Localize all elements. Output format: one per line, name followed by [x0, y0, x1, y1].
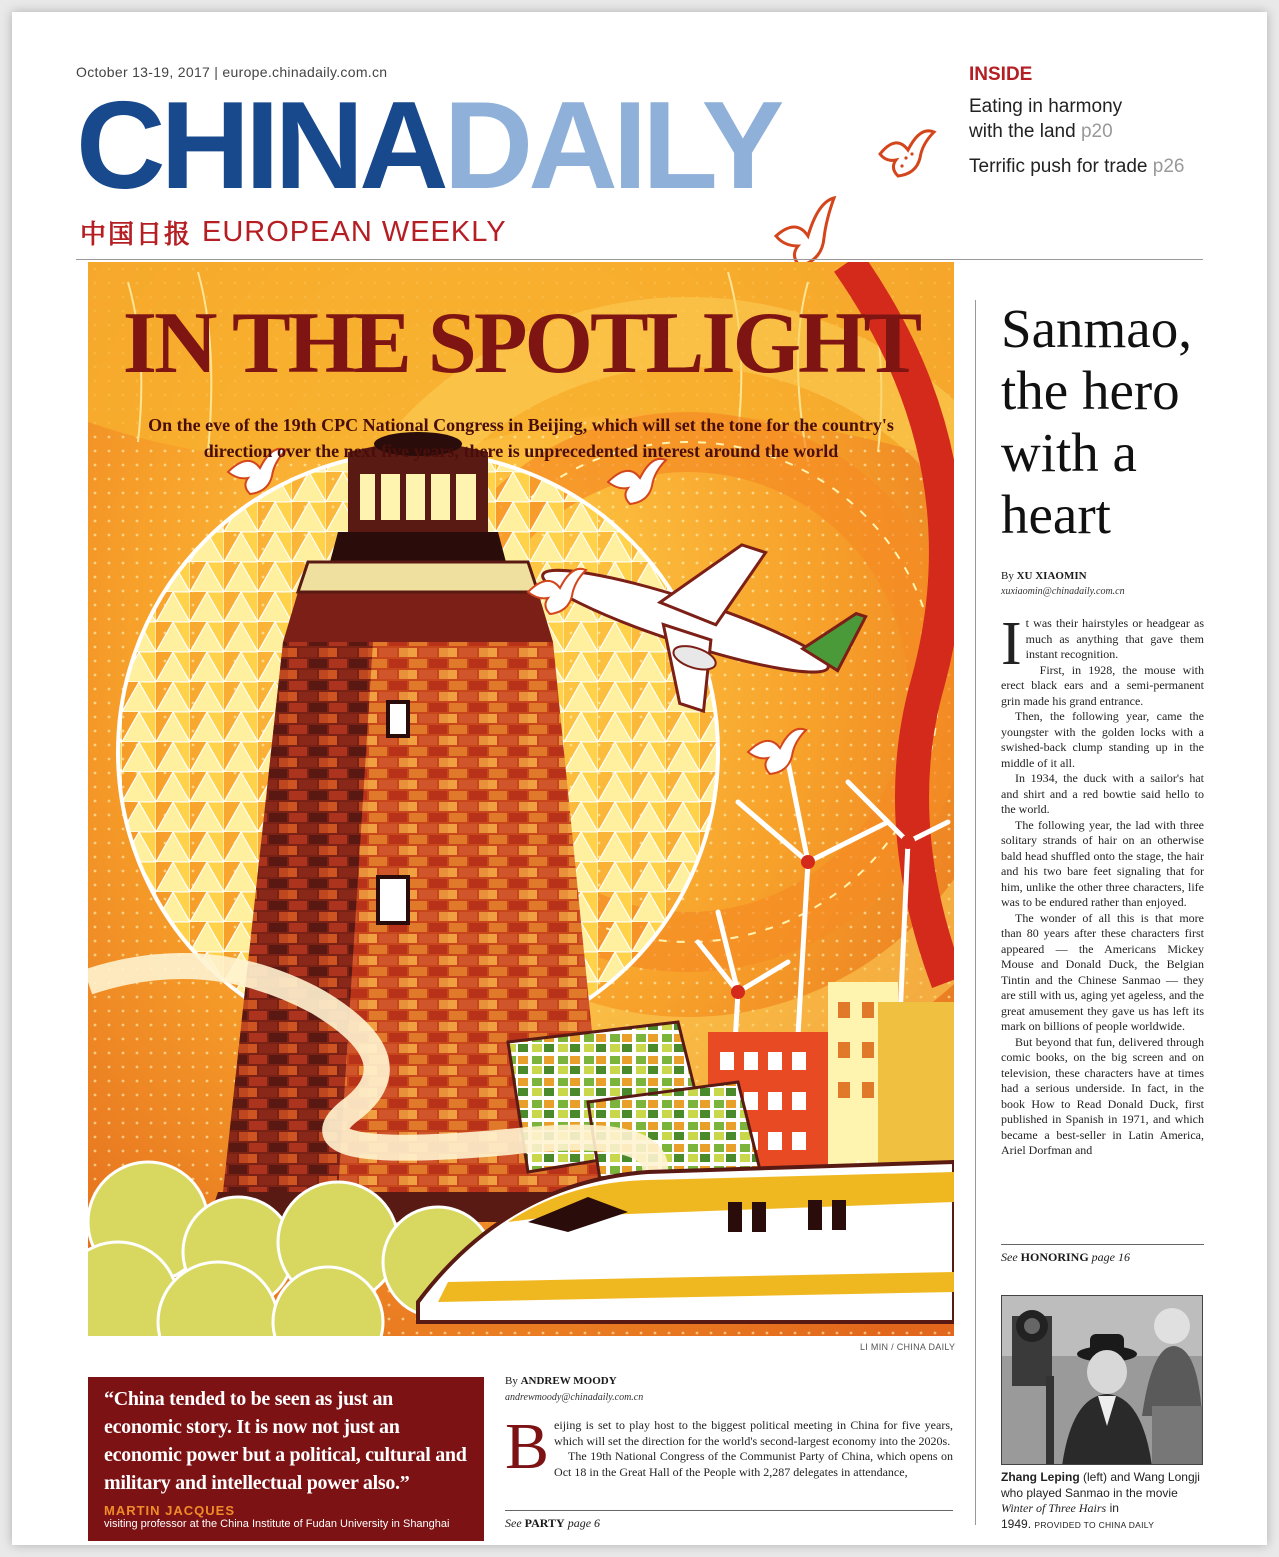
photo-image: [1002, 1296, 1203, 1465]
masthead-daily: DAILY: [443, 77, 780, 215]
dove-icon: [876, 124, 938, 184]
cover-illustration: [88, 262, 954, 1336]
inside-item-trade[interactable]: [969, 154, 1209, 179]
sidebar-byline: [1001, 570, 1087, 582]
article-paragraph: First, in 1928, the mouse with erect black ears and a semi-permanent grin made his grand entrance.: [1001, 662, 1204, 708]
paragraph-text: t was their hairstyles or headgear as much as anything that gave them instant recognition.: [1025, 616, 1204, 661]
caption-name: Zhang Leping: [1001, 1470, 1080, 1484]
main-email[interactable]: andrewmoody@chinadaily.com.cn: [505, 1392, 644, 1403]
caption-year: 1949.: [1001, 1516, 1032, 1531]
quote-author: MARTIN JACQUES: [104, 1503, 236, 1518]
sidebar-headline[interactable]: Sanmao, the hero with a heart: [1001, 298, 1192, 545]
caption-text: (left) and Wang Longji who played Sanmao in the movie: [1001, 1470, 1200, 1500]
jump-page: page 16: [1091, 1250, 1130, 1264]
article-paragraph: Then, the following year, came the youngster with the golden locks with a swished-back clump standing up in the middle of it all.: [1001, 709, 1204, 770]
inside-item-page: p26: [1152, 156, 1185, 177]
cover-title: IN THE SPOTLIGHT: [122, 295, 920, 392]
quote-text: “China tended to be seen as just an economic story. It is now not just an economic power but a political, cultural and military and intellectual power also.”: [104, 1388, 467, 1494]
inside-heading: INSIDE: [969, 64, 1033, 85]
byline-name: ANDREW MOODY: [520, 1375, 617, 1387]
drop-cap: B: [505, 1410, 550, 1483]
header-rule: [76, 259, 1203, 260]
photo-credit: PROVIDED TO CHINA DAILY: [1034, 1519, 1155, 1530]
article-paragraph: The 19th National Congress of the Communist Party of China, which opens on Oct 18 in the Great Hall of the People with 2,287 delegates in attendance,: [554, 1449, 953, 1479]
inside-item-page: p20: [1080, 121, 1113, 142]
edition-line: [80, 214, 507, 251]
sidebar-jump[interactable]: [1001, 1250, 1130, 1265]
jump-prefix: See: [1001, 1250, 1018, 1264]
main-jump[interactable]: [505, 1516, 600, 1531]
dove-icon: [772, 196, 842, 272]
edition-name: EUROPEAN WEEKLY: [202, 216, 507, 248]
pull-quote: [88, 1377, 484, 1541]
byline-prefix: By: [505, 1375, 518, 1387]
paragraph-text: eijing is set to play host to the biggest political meeting in China for five years, which will set the direction for the world's second-largest economy into the 2020s.: [554, 1418, 953, 1448]
article-paragraph: But beyond that fun, delivered through comic books, on the big screen and on television, these characters have at times had a serious underside. In fact, in the book How to Read Donald Duck, first published in Spanish in 1971, and which became a best-seller in Latin America, Ariel Dorfman and: [1001, 1034, 1204, 1157]
jump-page: page 6: [567, 1516, 601, 1530]
column-rule: [975, 300, 976, 1525]
article-paragraph: [1001, 616, 1204, 678]
jump-label: HONORING: [1020, 1250, 1089, 1264]
main-rule: [505, 1510, 953, 1511]
inside-item-text: Eating in harmony: [969, 96, 1123, 117]
caption-in: in: [1106, 1501, 1119, 1515]
sidebar-article-body: [1001, 616, 1204, 1236]
inside-box: [969, 64, 1209, 189]
archival-photo: [1001, 1295, 1203, 1465]
main-byline: [505, 1375, 617, 1387]
illustration-credit: LI MIN / CHINA DAILY: [860, 1342, 956, 1352]
drop-cap: I: [1001, 616, 1022, 678]
cover-deck: On the eve of the 19th CPC National Congress in Beijing, which will set the tone for the country's direction over the next five years, there is unprecedented interest around the world: [148, 415, 894, 461]
masthead[interactable]: [76, 77, 780, 215]
chinese-name: 中国日报: [80, 220, 193, 250]
inside-item-text: Terrific push for trade: [969, 156, 1148, 177]
article-paragraph: The wonder of all this is that more than 80 years after these characters first appeared — the Americans Mickey Mouse and Donald Duck, the Belgian Tintin and the Chinese Sanmao — they are still with us, aging yet ageless, and the great amusement they gave us has left its mark on billions of people worldwide.: [1001, 910, 1204, 1033]
sidebar-rule: [1001, 1244, 1204, 1245]
byline-prefix: By: [1001, 570, 1014, 582]
main-article-body: [505, 1410, 953, 1483]
caption-movie: Winter of Three Hairs: [1001, 1501, 1107, 1515]
jump-prefix: See: [505, 1516, 522, 1530]
quote-role: visiting professor at the China Institute of Fudan University in Shanghai: [104, 1518, 450, 1530]
byline-name: XU XIAOMIN: [1016, 570, 1087, 582]
article-paragraph: The following year, the lad with three solitary strands of hair on an otherwise bald head shuffled onto the stage, the hair and his two bare feet signaling that for him, unlike the other three characters, life was to be endured rather than enjoyed.: [1001, 817, 1204, 909]
photo-caption: [1001, 1470, 1206, 1533]
dateline: October 13-19, 2017 | europe.chinadaily.com.cn: [76, 64, 388, 80]
jump-label: PARTY: [524, 1516, 565, 1530]
article-paragraph: In 1934, the duck with a sailor's hat and shirt and a red bowtie said hello to the world.: [1001, 771, 1204, 816]
inside-item-harmony[interactable]: [969, 94, 1209, 144]
sidebar-email[interactable]: xuxiaomin@chinadaily.com.cn: [1001, 586, 1125, 597]
masthead-china: CHINA: [76, 77, 444, 215]
inside-item-text: with the land: [969, 121, 1076, 142]
